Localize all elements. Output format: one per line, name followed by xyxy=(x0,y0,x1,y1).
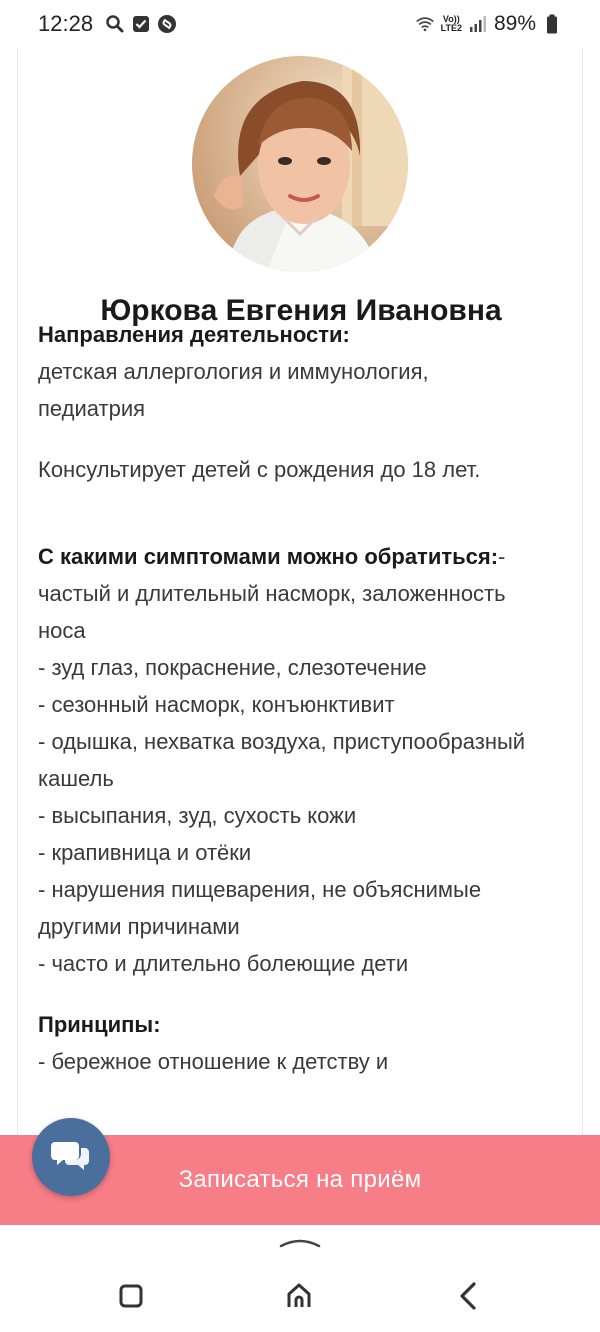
status-time: 12:28 xyxy=(38,11,94,36)
checkbox-notification-icon xyxy=(131,14,151,34)
directions-section xyxy=(38,316,538,427)
chat-button[interactable] xyxy=(32,1118,110,1196)
symptom-item: - сезонный насморк, конъюнктивит xyxy=(38,692,395,717)
home-button[interactable] xyxy=(279,1278,319,1318)
doctor-description xyxy=(38,316,538,1104)
consult-text: Консультирует детей с рождения до 18 лет. xyxy=(38,457,481,482)
principles-text: - бережное отношение к детству и xyxy=(38,1049,389,1074)
shazam-icon xyxy=(157,14,177,34)
battery-percent: 89% xyxy=(493,12,536,35)
signal-icon xyxy=(468,14,488,34)
wifi-icon xyxy=(415,14,435,34)
symptom-item: - крапивница и отёки xyxy=(38,840,252,865)
symptom-item: - часто и длительно болеющие дети xyxy=(38,951,409,976)
network-top-label: Vo)) xyxy=(442,14,460,24)
consult-section xyxy=(38,451,538,488)
principles-section xyxy=(38,1006,538,1080)
symptom-item: - одышка, нехватка воздуха, приступообразный кашель xyxy=(38,729,526,791)
symptoms-title: С какими симптомами можно обратиться: xyxy=(38,544,499,569)
symptom-item: - нарушения пищеварения, не объяснимые другими причинами xyxy=(38,877,482,939)
doctor-name: Юркова Евгения Ивановна xyxy=(100,294,502,327)
expand-handle-icon[interactable] xyxy=(278,1234,322,1250)
home-icon xyxy=(285,1282,313,1315)
symptoms-first-item: -частый и длительный насморк, заложенность носа xyxy=(38,544,506,643)
back-button[interactable] xyxy=(448,1278,488,1318)
doctor-avatar xyxy=(192,56,408,272)
symptoms-section xyxy=(38,538,538,982)
chat-bubbles-icon xyxy=(51,1138,91,1177)
status-bar xyxy=(0,0,600,48)
recent-apps-button[interactable] xyxy=(111,1278,151,1318)
recent-apps-icon xyxy=(118,1283,144,1314)
system-navigation-bar xyxy=(0,1226,600,1332)
battery-icon xyxy=(542,14,562,34)
network-type-indicator xyxy=(441,15,462,33)
symptom-item: - высыпания, зуд, сухость кожи xyxy=(38,803,357,828)
directions-text: детская аллергология и иммунология, педиатрия xyxy=(38,359,429,421)
back-icon xyxy=(456,1281,480,1316)
directions-title: Направления деятельности: xyxy=(38,322,350,347)
search-icon xyxy=(105,14,125,34)
network-bottom-label: LTE2 xyxy=(440,23,462,33)
symptom-item: - зуд глаз, покраснение, слезотечение xyxy=(38,655,427,680)
book-appointment-label: Записаться на приём xyxy=(178,1166,422,1193)
principles-title: Принципы: xyxy=(38,1012,161,1037)
